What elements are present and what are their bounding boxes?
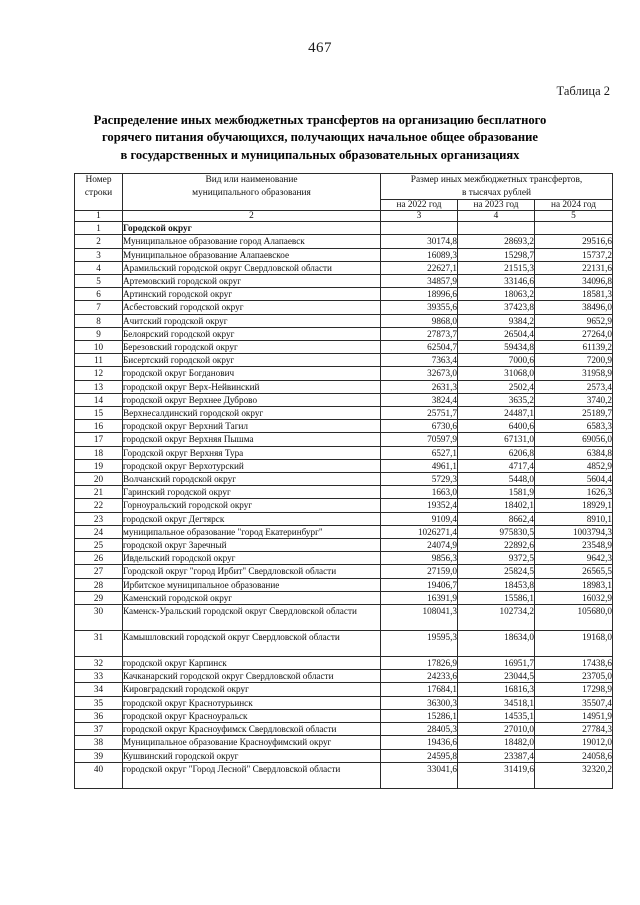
row-number-cell: 27 bbox=[75, 565, 123, 578]
municipality-name-cell: Березовский городской округ bbox=[123, 341, 381, 354]
amount-cell-2023: 23044,5 bbox=[458, 670, 535, 683]
amount-cell-2022: 27873,7 bbox=[381, 327, 458, 340]
amount-cell-2024 bbox=[535, 222, 613, 235]
municipality-name-cell: городской округ Верхнее Дуброво bbox=[123, 393, 381, 406]
title-line-2: горячего питания обучающихся, получающих начальное общее образование bbox=[102, 130, 538, 145]
amount-cell-2024: 17298,9 bbox=[535, 683, 613, 696]
municipality-name-cell: Арамильский городской округ Свердловской области bbox=[123, 261, 381, 274]
amount-cell-2023: 14535,1 bbox=[458, 709, 535, 722]
amount-cell-2023: 59434,8 bbox=[458, 341, 535, 354]
amount-cell-2023: 31419,6 bbox=[458, 762, 535, 788]
header-year-2022: на 2022 год bbox=[381, 200, 458, 211]
amount-cell-2023: 7000,6 bbox=[458, 354, 535, 367]
amount-cell-2023: 67131,0 bbox=[458, 433, 535, 446]
municipality-name-cell: Белоярский городской округ bbox=[123, 327, 381, 340]
table-row bbox=[75, 459, 613, 472]
amount-cell-2022: 24233,6 bbox=[381, 670, 458, 683]
table-row bbox=[75, 631, 613, 657]
table-row bbox=[75, 393, 613, 406]
amount-cell-2024: 18581,3 bbox=[535, 288, 613, 301]
amount-cell-2023: 102734,2 bbox=[458, 605, 535, 631]
table-row bbox=[75, 380, 613, 393]
row-number-cell: 16 bbox=[75, 420, 123, 433]
amount-cell-2022: 18996,6 bbox=[381, 288, 458, 301]
municipality-name-cell: Ирбитское муниципальное образование bbox=[123, 578, 381, 591]
amount-cell-2022 bbox=[381, 222, 458, 235]
table-row bbox=[75, 723, 613, 736]
row-number-cell: 29 bbox=[75, 591, 123, 604]
table-row bbox=[75, 235, 613, 248]
row-number-cell: 14 bbox=[75, 393, 123, 406]
table-row bbox=[75, 275, 613, 288]
row-number-cell: 13 bbox=[75, 380, 123, 393]
amount-cell-2023: 18634,0 bbox=[458, 631, 535, 657]
table-row bbox=[75, 354, 613, 367]
row-number-cell: 15 bbox=[75, 407, 123, 420]
table-row bbox=[75, 657, 613, 670]
table-row bbox=[75, 736, 613, 749]
amount-cell-2022: 33041,6 bbox=[381, 762, 458, 788]
amount-cell-2022: 28405,3 bbox=[381, 723, 458, 736]
title-line-1: Распределение иных межбюджетных трансфертов на организацию бесплатного bbox=[93, 113, 547, 127]
amount-cell-2022: 9856,3 bbox=[381, 552, 458, 565]
municipality-name-cell: муниципальное образование "город Екатеринбург" bbox=[123, 525, 381, 538]
amount-cell-2022: 9109,4 bbox=[381, 512, 458, 525]
table-row bbox=[75, 433, 613, 446]
amount-cell-2022: 32673,0 bbox=[381, 367, 458, 380]
amount-cell-2023: 2502,4 bbox=[458, 380, 535, 393]
amount-cell-2023: 23387,4 bbox=[458, 749, 535, 762]
amount-cell-2023 bbox=[458, 222, 535, 235]
amount-cell-2023: 26504,4 bbox=[458, 327, 535, 340]
amount-cell-2022: 9868,0 bbox=[381, 314, 458, 327]
table-row bbox=[75, 486, 613, 499]
amount-cell-2022: 24074,9 bbox=[381, 539, 458, 552]
header-year-2024: на 2024 год bbox=[535, 200, 613, 211]
amount-cell-2024: 1003794,3 bbox=[535, 525, 613, 538]
amount-cell-2024: 34096,8 bbox=[535, 275, 613, 288]
amount-cell-2022: 15286,1 bbox=[381, 709, 458, 722]
amount-cell-2023: 18482,0 bbox=[458, 736, 535, 749]
amount-cell-2024: 1626,3 bbox=[535, 486, 613, 499]
amount-cell-2024: 22131,6 bbox=[535, 261, 613, 274]
amount-cell-2022: 16089,3 bbox=[381, 248, 458, 261]
amount-cell-2024: 31958,9 bbox=[535, 367, 613, 380]
table-row bbox=[75, 420, 613, 433]
amount-cell-2023: 25824,5 bbox=[458, 565, 535, 578]
municipality-name-cell: Артемовский городской округ bbox=[123, 275, 381, 288]
table-row bbox=[75, 512, 613, 525]
municipality-name-cell: Муниципальное образование город Алапаевск bbox=[123, 235, 381, 248]
municipality-name-cell: городской округ Карпинск bbox=[123, 657, 381, 670]
amount-cell-2024: 19168,0 bbox=[535, 631, 613, 657]
amount-cell-2022: 36300,3 bbox=[381, 696, 458, 709]
amount-cell-2024: 105680,0 bbox=[535, 605, 613, 631]
table-head bbox=[75, 174, 613, 222]
table-row bbox=[75, 261, 613, 274]
table-row bbox=[75, 565, 613, 578]
amount-cell-2024: 23548,9 bbox=[535, 539, 613, 552]
row-number-cell: 36 bbox=[75, 709, 123, 722]
table-row bbox=[75, 288, 613, 301]
amount-cell-2024: 69056,0 bbox=[535, 433, 613, 446]
table-body bbox=[75, 222, 613, 789]
table-row bbox=[75, 683, 613, 696]
table-label: Таблица 2 bbox=[556, 84, 610, 98]
row-number-cell: 8 bbox=[75, 314, 123, 327]
table-row bbox=[75, 327, 613, 340]
amount-cell-2022: 39355,6 bbox=[381, 301, 458, 314]
column-number-2: 2 bbox=[123, 211, 381, 222]
amount-cell-2022: 19595,3 bbox=[381, 631, 458, 657]
header-amount-line1: Размер иных межбюджетных трансфертов, bbox=[410, 175, 583, 185]
row-number-cell: 10 bbox=[75, 341, 123, 354]
table-row bbox=[75, 222, 613, 235]
amount-cell-2023: 3635,2 bbox=[458, 393, 535, 406]
amount-cell-2023: 6400,6 bbox=[458, 420, 535, 433]
table-row bbox=[75, 407, 613, 420]
amount-cell-2022: 3824,4 bbox=[381, 393, 458, 406]
row-number-cell: 40 bbox=[75, 762, 123, 788]
header-row-number-line2: строки bbox=[84, 187, 113, 198]
amount-cell-2022: 5729,3 bbox=[381, 473, 458, 486]
amount-cell-2024: 27264,0 bbox=[535, 327, 613, 340]
amount-cell-2022: 2631,3 bbox=[381, 380, 458, 393]
header-year-2023: на 2023 год bbox=[458, 200, 535, 211]
amount-cell-2024: 29516,6 bbox=[535, 235, 613, 248]
row-number-cell: 31 bbox=[75, 631, 123, 657]
amount-cell-2022: 30174,8 bbox=[381, 235, 458, 248]
municipality-name-cell: городской округ Верхняя Пышма bbox=[123, 433, 381, 446]
header-name-line1: Вид или наименование bbox=[205, 175, 298, 185]
row-number-cell: 3 bbox=[75, 248, 123, 261]
row-number-cell: 26 bbox=[75, 552, 123, 565]
municipality-name-cell: Асбестовский городской округ bbox=[123, 301, 381, 314]
amount-cell-2023: 28693,2 bbox=[458, 235, 535, 248]
row-number-cell: 38 bbox=[75, 736, 123, 749]
row-number-cell: 5 bbox=[75, 275, 123, 288]
document-title bbox=[62, 112, 578, 164]
table-row bbox=[75, 473, 613, 486]
column-number-3: 3 bbox=[381, 211, 458, 222]
table-row bbox=[75, 539, 613, 552]
table-row bbox=[75, 605, 613, 631]
amount-cell-2023: 34518,1 bbox=[458, 696, 535, 709]
amount-cell-2024: 61139,2 bbox=[535, 341, 613, 354]
table-row bbox=[75, 552, 613, 565]
amount-cell-2023: 22892,6 bbox=[458, 539, 535, 552]
amount-cell-2024: 18983,1 bbox=[535, 578, 613, 591]
row-number-cell: 19 bbox=[75, 459, 123, 472]
amount-cell-2022: 19352,4 bbox=[381, 499, 458, 512]
amount-cell-2024: 18929,1 bbox=[535, 499, 613, 512]
table-column-number-row bbox=[75, 211, 613, 222]
amount-cell-2023: 16951,7 bbox=[458, 657, 535, 670]
page-number: 467 bbox=[308, 40, 332, 56]
table-row bbox=[75, 525, 613, 538]
amount-cell-2024: 9652,9 bbox=[535, 314, 613, 327]
table-row bbox=[75, 696, 613, 709]
column-number-1: 1 bbox=[75, 211, 123, 222]
amount-cell-2022: 19436,6 bbox=[381, 736, 458, 749]
amount-cell-2023: 6206,8 bbox=[458, 446, 535, 459]
municipality-name-cell: Каменский городской округ bbox=[123, 591, 381, 604]
row-number-cell: 7 bbox=[75, 301, 123, 314]
row-number-cell: 33 bbox=[75, 670, 123, 683]
amount-cell-2023: 8662,4 bbox=[458, 512, 535, 525]
table-row bbox=[75, 367, 613, 380]
row-number-cell: 9 bbox=[75, 327, 123, 340]
amount-cell-2023: 1581,9 bbox=[458, 486, 535, 499]
table-row bbox=[75, 301, 613, 314]
amount-cell-2022: 6527,1 bbox=[381, 446, 458, 459]
amount-cell-2023: 21515,3 bbox=[458, 261, 535, 274]
column-number-5: 5 bbox=[535, 211, 613, 222]
amount-cell-2024: 27784,3 bbox=[535, 723, 613, 736]
row-number-cell: 12 bbox=[75, 367, 123, 380]
amount-cell-2023: 18402,1 bbox=[458, 499, 535, 512]
amount-cell-2024: 7200,9 bbox=[535, 354, 613, 367]
table-row bbox=[75, 749, 613, 762]
row-number-cell: 30 bbox=[75, 605, 123, 631]
transfers-table bbox=[74, 173, 613, 789]
amount-cell-2023: 4717,4 bbox=[458, 459, 535, 472]
municipality-name-cell: городской округ Верхотурский bbox=[123, 459, 381, 472]
municipality-name-cell: Бисертский городской округ bbox=[123, 354, 381, 367]
row-number-cell: 6 bbox=[75, 288, 123, 301]
amount-cell-2024: 38496,0 bbox=[535, 301, 613, 314]
row-number-cell: 28 bbox=[75, 578, 123, 591]
amount-cell-2022: 24595,8 bbox=[381, 749, 458, 762]
table-row bbox=[75, 709, 613, 722]
municipality-name-cell: городской округ Дегтярск bbox=[123, 512, 381, 525]
municipality-name-cell: Качканарский городской округ Свердловской области bbox=[123, 670, 381, 683]
table-row bbox=[75, 314, 613, 327]
table-row bbox=[75, 499, 613, 512]
amount-cell-2023: 9372,5 bbox=[458, 552, 535, 565]
header-name bbox=[123, 174, 381, 211]
amount-cell-2024: 8910,1 bbox=[535, 512, 613, 525]
amount-cell-2023: 33146,6 bbox=[458, 275, 535, 288]
municipality-name-cell: Муниципальное образование Красноуфимский округ bbox=[123, 736, 381, 749]
table-row bbox=[75, 591, 613, 604]
municipality-name-cell: Камышловский городской округ Свердловской области bbox=[123, 631, 381, 657]
amount-cell-2022: 6730,6 bbox=[381, 420, 458, 433]
amount-cell-2022: 22627,1 bbox=[381, 261, 458, 274]
row-number-cell: 32 bbox=[75, 657, 123, 670]
amount-cell-2024: 19012,0 bbox=[535, 736, 613, 749]
amount-cell-2022: 17684,1 bbox=[381, 683, 458, 696]
amount-cell-2023: 9384,2 bbox=[458, 314, 535, 327]
amount-cell-2024: 4852,9 bbox=[535, 459, 613, 472]
amount-cell-2024: 6583,3 bbox=[535, 420, 613, 433]
amount-cell-2024: 3740,2 bbox=[535, 393, 613, 406]
amount-cell-2024: 16032,9 bbox=[535, 591, 613, 604]
amount-cell-2024: 15737,2 bbox=[535, 248, 613, 261]
municipality-name-cell: Городской округ Верхняя Тура bbox=[123, 446, 381, 459]
row-number-cell: 24 bbox=[75, 525, 123, 538]
row-number-cell: 18 bbox=[75, 446, 123, 459]
row-number-cell: 4 bbox=[75, 261, 123, 274]
amount-cell-2023: 27010,0 bbox=[458, 723, 535, 736]
amount-cell-2023: 24487,1 bbox=[458, 407, 535, 420]
amount-cell-2024: 6384,8 bbox=[535, 446, 613, 459]
municipality-name-cell: Кировградский городской округ bbox=[123, 683, 381, 696]
amount-cell-2023: 16816,3 bbox=[458, 683, 535, 696]
amount-cell-2024: 17438,6 bbox=[535, 657, 613, 670]
amount-cell-2022: 19406,7 bbox=[381, 578, 458, 591]
row-number-cell: 11 bbox=[75, 354, 123, 367]
amount-cell-2022: 17826,9 bbox=[381, 657, 458, 670]
municipality-name-cell: городской округ Богданович bbox=[123, 367, 381, 380]
amount-cell-2023: 15586,1 bbox=[458, 591, 535, 604]
table-row bbox=[75, 248, 613, 261]
amount-cell-2024: 24058,6 bbox=[535, 749, 613, 762]
row-number-cell: 20 bbox=[75, 473, 123, 486]
table-row bbox=[75, 762, 613, 788]
municipality-name-cell: Артинский городской округ bbox=[123, 288, 381, 301]
transfers-table-wrapper bbox=[74, 173, 612, 789]
header-row-number bbox=[75, 174, 123, 211]
row-number-cell: 35 bbox=[75, 696, 123, 709]
municipality-name-cell: городской округ Верх-Нейвинский bbox=[123, 380, 381, 393]
row-number-cell: 25 bbox=[75, 539, 123, 552]
table-row bbox=[75, 341, 613, 354]
municipality-name-cell: Гаринский городской округ bbox=[123, 486, 381, 499]
table-row bbox=[75, 670, 613, 683]
amount-cell-2022: 1026271,4 bbox=[381, 525, 458, 538]
title-line-3: в государственных и муниципальных образовательных организациях bbox=[120, 147, 520, 162]
municipality-name-cell: Горноуральский городской округ bbox=[123, 499, 381, 512]
row-number-cell: 21 bbox=[75, 486, 123, 499]
amount-cell-2024: 23705,0 bbox=[535, 670, 613, 683]
municipality-name-cell: городской округ Краснотурьинск bbox=[123, 696, 381, 709]
municipality-name-cell: городской округ Красноуфимск Свердловской области bbox=[123, 723, 381, 736]
amount-cell-2023: 18063,2 bbox=[458, 288, 535, 301]
table-row bbox=[75, 446, 613, 459]
municipality-name-cell: городской округ Верхний Тагил bbox=[123, 420, 381, 433]
municipality-name-cell: Городской округ "город Ирбит" Свердловской области bbox=[123, 565, 381, 578]
header-name-line2: муниципального образования bbox=[192, 187, 311, 198]
municipality-name-cell: Кушвинский городской округ bbox=[123, 749, 381, 762]
amount-cell-2024: 5604,4 bbox=[535, 473, 613, 486]
amount-cell-2024: 2573,4 bbox=[535, 380, 613, 393]
row-number-cell: 37 bbox=[75, 723, 123, 736]
amount-cell-2024: 9642,3 bbox=[535, 552, 613, 565]
amount-cell-2024: 14951,9 bbox=[535, 709, 613, 722]
amount-cell-2023: 31068,0 bbox=[458, 367, 535, 380]
table-row bbox=[75, 578, 613, 591]
amount-cell-2024: 35507,4 bbox=[535, 696, 613, 709]
municipality-name-cell: Волчанский городской округ bbox=[123, 473, 381, 486]
municipality-name-cell: городской округ Красноуральск bbox=[123, 709, 381, 722]
municipality-name-cell: городской округ "Город Лесной" Свердловской области bbox=[123, 762, 381, 788]
municipality-name-cell: Городской округ bbox=[123, 222, 381, 235]
amount-cell-2023: 5448,0 bbox=[458, 473, 535, 486]
row-number-cell: 39 bbox=[75, 749, 123, 762]
amount-cell-2022: 34857,9 bbox=[381, 275, 458, 288]
amount-cell-2023: 975830,5 bbox=[458, 525, 535, 538]
amount-cell-2022: 25751,7 bbox=[381, 407, 458, 420]
amount-cell-2023: 18453,8 bbox=[458, 578, 535, 591]
amount-cell-2022: 1663,0 bbox=[381, 486, 458, 499]
amount-cell-2022: 16391,9 bbox=[381, 591, 458, 604]
municipality-name-cell: Верхнесалдинский городской округ bbox=[123, 407, 381, 420]
amount-cell-2023: 37423,8 bbox=[458, 301, 535, 314]
amount-cell-2024: 32320,2 bbox=[535, 762, 613, 788]
municipality-name-cell: Ачитский городской округ bbox=[123, 314, 381, 327]
amount-cell-2022: 70597,9 bbox=[381, 433, 458, 446]
amount-cell-2022: 4961,1 bbox=[381, 459, 458, 472]
row-number-cell: 34 bbox=[75, 683, 123, 696]
amount-cell-2023: 15298,7 bbox=[458, 248, 535, 261]
municipality-name-cell: Муниципальное образование Алапаевское bbox=[123, 248, 381, 261]
row-number-cell: 1 bbox=[75, 222, 123, 235]
amount-cell-2022: 108041,3 bbox=[381, 605, 458, 631]
municipality-name-cell: Ивдельский городской округ bbox=[123, 552, 381, 565]
amount-cell-2022: 27159,0 bbox=[381, 565, 458, 578]
table-header-row-1 bbox=[75, 174, 613, 200]
row-number-cell: 2 bbox=[75, 235, 123, 248]
amount-cell-2022: 7363,4 bbox=[381, 354, 458, 367]
amount-cell-2022: 62504,7 bbox=[381, 341, 458, 354]
header-amount bbox=[381, 174, 613, 200]
column-number-4: 4 bbox=[458, 211, 535, 222]
amount-cell-2024: 25189,7 bbox=[535, 407, 613, 420]
municipality-name-cell: Каменск-Уральский городской округ Свердловской области bbox=[123, 605, 381, 631]
row-number-cell: 23 bbox=[75, 512, 123, 525]
row-number-cell: 17 bbox=[75, 433, 123, 446]
amount-cell-2024: 26565,5 bbox=[535, 565, 613, 578]
header-row-number-line1: Номер bbox=[85, 175, 112, 185]
header-amount-line2: в тысячах рублей bbox=[461, 187, 532, 198]
row-number-cell: 22 bbox=[75, 499, 123, 512]
municipality-name-cell: городской округ Заречный bbox=[123, 539, 381, 552]
